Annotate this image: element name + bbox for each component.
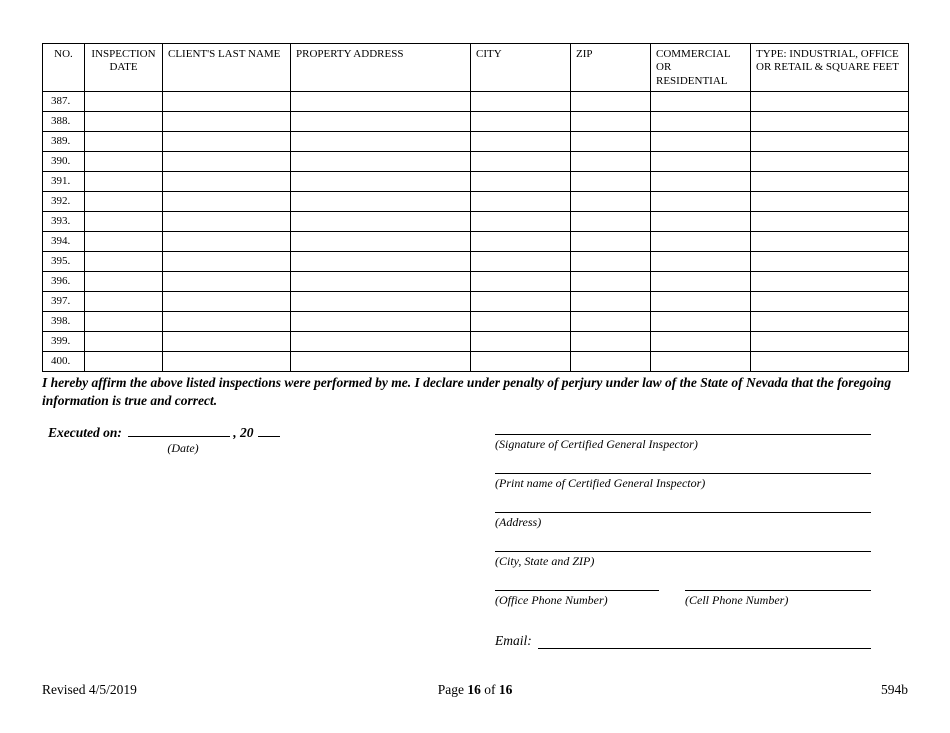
row-number-cell: 399. [43, 332, 85, 352]
empty-cell [291, 172, 471, 192]
empty-cell [651, 172, 751, 192]
empty-cell [751, 232, 909, 252]
signature-block [495, 420, 871, 649]
empty-cell [291, 152, 471, 172]
empty-cell [85, 172, 163, 192]
empty-cell [651, 352, 751, 372]
empty-cell [163, 232, 291, 252]
empty-cell [471, 352, 571, 372]
row-number-cell: 387. [43, 92, 85, 112]
empty-cell [291, 132, 471, 152]
column-header-commercial-residential: COMMERCIAL OR RESIDENTIAL [651, 44, 751, 92]
empty-cell [751, 312, 909, 332]
table-row [43, 132, 909, 152]
signature-field [495, 420, 871, 449]
signature-line [495, 420, 871, 435]
empty-cell [651, 252, 751, 272]
row-number-cell: 396. [43, 272, 85, 292]
table-row [43, 272, 909, 292]
empty-cell [571, 252, 651, 272]
empty-cell [651, 112, 751, 132]
empty-cell [163, 192, 291, 212]
empty-cell [471, 252, 571, 272]
empty-cell [751, 172, 909, 192]
row-number-cell: 389. [43, 132, 85, 152]
column-header-no: NO. [43, 44, 85, 92]
empty-cell [751, 292, 909, 312]
row-number-cell: 398. [43, 312, 85, 332]
empty-cell [163, 312, 291, 332]
empty-cell [291, 312, 471, 332]
empty-cell [85, 312, 163, 332]
empty-cell [571, 132, 651, 152]
table-row [43, 212, 909, 232]
empty-cell [291, 352, 471, 372]
empty-cell [751, 112, 909, 132]
empty-cell [751, 152, 909, 172]
table-row [43, 232, 909, 252]
executed-date-blank-line [128, 424, 230, 437]
revised-date-text: Revised 4/5/2019 [42, 682, 137, 697]
empty-cell [651, 232, 751, 252]
empty-cell [471, 292, 571, 312]
empty-cell [571, 172, 651, 192]
table-row [43, 252, 909, 272]
table-row [43, 92, 909, 112]
email-field-row [495, 633, 871, 649]
empty-cell [651, 272, 751, 292]
empty-cell [471, 172, 571, 192]
column-header-zip: ZIP [571, 44, 651, 92]
empty-cell [163, 152, 291, 172]
row-number-cell: 392. [43, 192, 85, 212]
row-number-cell: 400. [43, 352, 85, 372]
empty-cell [291, 332, 471, 352]
row-number-cell: 390. [43, 152, 85, 172]
office-phone-label: (Office Phone Number) [495, 593, 608, 607]
empty-cell [751, 332, 909, 352]
empty-cell [85, 272, 163, 292]
executed-year-blank-line [258, 424, 280, 437]
row-number-cell: 393. [43, 212, 85, 232]
empty-cell [85, 192, 163, 212]
empty-cell [571, 152, 651, 172]
empty-cell [651, 312, 751, 332]
empty-cell [163, 92, 291, 112]
empty-cell [163, 292, 291, 312]
table-row [43, 152, 909, 172]
address-field [495, 498, 871, 527]
signature-field-label: (Signature of Certified General Inspector) [495, 437, 698, 451]
empty-cell [471, 192, 571, 212]
email-label: Email: [495, 633, 532, 648]
empty-cell [651, 92, 751, 112]
column-header-city: CITY [471, 44, 571, 92]
empty-cell [291, 112, 471, 132]
print-name-field [495, 459, 871, 488]
table-row [43, 352, 909, 372]
empty-cell [85, 352, 163, 372]
office-phone-field [495, 576, 659, 605]
print-name-field-label: (Print name of Certified General Inspector) [495, 476, 706, 490]
table-row [43, 312, 909, 332]
empty-cell [291, 252, 471, 272]
empty-cell [571, 212, 651, 232]
table-row [43, 112, 909, 132]
empty-cell [291, 92, 471, 112]
cell-phone-label: (Cell Phone Number) [685, 593, 789, 607]
empty-cell [163, 132, 291, 152]
column-header-type: TYPE: INDUSTRIAL, OFFICE OR RETAIL & SQUARE FEET [751, 44, 909, 92]
empty-cell [85, 292, 163, 312]
empty-cell [291, 192, 471, 212]
empty-cell [163, 352, 291, 372]
empty-cell [85, 212, 163, 232]
inspection-table-body [43, 92, 909, 372]
empty-cell [163, 112, 291, 132]
city-state-zip-field-label: (City, State and ZIP) [495, 554, 595, 568]
table-row [43, 172, 909, 192]
empty-cell [291, 272, 471, 292]
empty-cell [751, 252, 909, 272]
affirmation-text: I hereby affirm the above listed inspections were performed by me. I declare under penalty of perjury under law of the State of Nevada that the foregoing information is true and correct. [42, 375, 892, 408]
city-state-zip-field [495, 537, 871, 566]
page-number-text: Page 16 of 16 [437, 682, 513, 697]
empty-cell [471, 132, 571, 152]
empty-cell [85, 112, 163, 132]
empty-cell [651, 132, 751, 152]
empty-cell [471, 332, 571, 352]
empty-cell [571, 312, 651, 332]
table-row [43, 292, 909, 312]
row-number-cell: 394. [43, 232, 85, 252]
empty-cell [163, 172, 291, 192]
empty-cell [471, 92, 571, 112]
table-row [43, 332, 909, 352]
empty-cell [571, 232, 651, 252]
city-state-zip-line [495, 537, 871, 552]
date-caption: (Date) [167, 441, 199, 455]
empty-cell [651, 292, 751, 312]
empty-cell [85, 92, 163, 112]
empty-cell [651, 152, 751, 172]
table-row [43, 192, 909, 212]
empty-cell [571, 272, 651, 292]
empty-cell [163, 332, 291, 352]
empty-cell [751, 92, 909, 112]
empty-cell [85, 332, 163, 352]
empty-cell [85, 252, 163, 272]
row-number-cell: 397. [43, 292, 85, 312]
row-number-cell: 391. [43, 172, 85, 192]
empty-cell [651, 212, 751, 232]
empty-cell [571, 352, 651, 372]
cell-phone-field [685, 576, 871, 605]
email-line [538, 633, 871, 649]
empty-cell [651, 192, 751, 212]
inspection-log-table [42, 43, 909, 372]
empty-cell [85, 132, 163, 152]
executed-on-row [48, 424, 280, 441]
row-number-cell: 395. [43, 252, 85, 272]
empty-cell [471, 212, 571, 232]
print-name-line [495, 459, 871, 474]
column-header-client-last-name: CLIENT'S LAST NAME [163, 44, 291, 92]
empty-cell [751, 132, 909, 152]
empty-cell [751, 192, 909, 212]
empty-cell [571, 112, 651, 132]
executed-on-label: Executed on: [48, 425, 122, 440]
phone-fields-row [495, 576, 871, 615]
address-field-label: (Address) [495, 515, 542, 529]
row-number-cell: 388. [43, 112, 85, 132]
empty-cell [471, 272, 571, 292]
empty-cell [163, 252, 291, 272]
empty-cell [291, 292, 471, 312]
empty-cell [85, 152, 163, 172]
empty-cell [571, 292, 651, 312]
address-line [495, 498, 871, 513]
empty-cell [571, 92, 651, 112]
column-header-inspection-date: INSPECTION DATE [85, 44, 163, 92]
empty-cell [571, 332, 651, 352]
empty-cell [471, 232, 571, 252]
executed-year-prefix: , 20 [233, 425, 254, 440]
column-header-property-address: PROPERTY ADDRESS [291, 44, 471, 92]
cell-phone-line [685, 576, 871, 591]
empty-cell [291, 212, 471, 232]
empty-cell [163, 272, 291, 292]
empty-cell [651, 332, 751, 352]
table-header-row [43, 44, 909, 92]
empty-cell [571, 192, 651, 212]
form-number-text: 594b [881, 682, 908, 697]
empty-cell [291, 232, 471, 252]
empty-cell [751, 352, 909, 372]
empty-cell [471, 112, 571, 132]
office-phone-line [495, 576, 659, 591]
empty-cell [85, 232, 163, 252]
empty-cell [471, 152, 571, 172]
empty-cell [163, 212, 291, 232]
empty-cell [751, 272, 909, 292]
empty-cell [471, 312, 571, 332]
empty-cell [751, 212, 909, 232]
